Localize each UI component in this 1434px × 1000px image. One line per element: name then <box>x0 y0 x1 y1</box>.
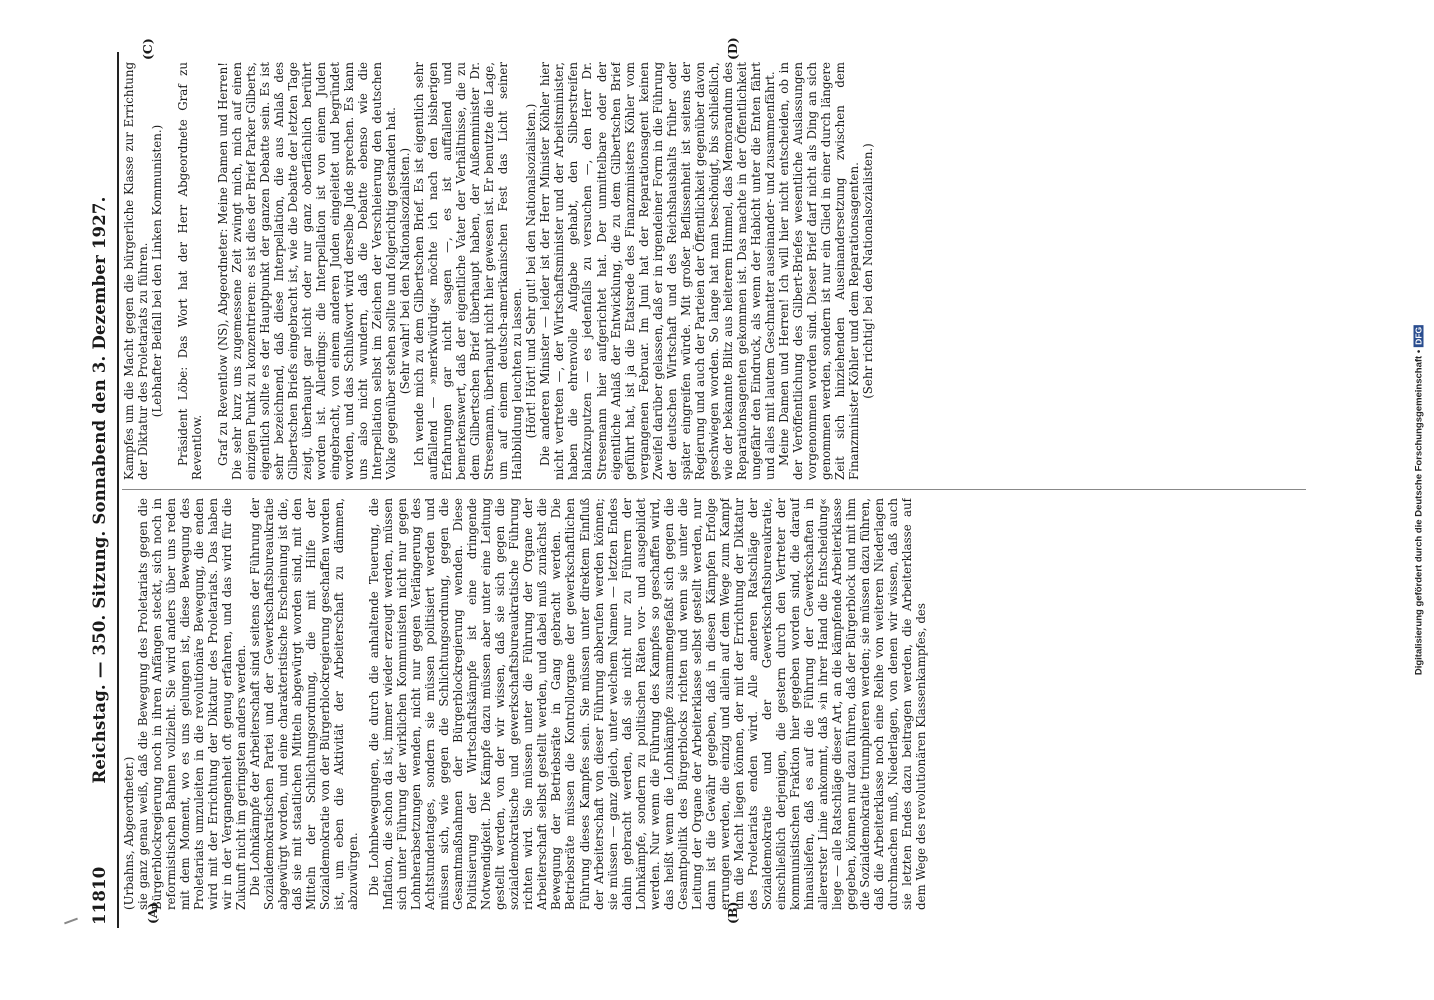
left-column-paragraph: sie ganz genau weiß, daß die Bewegung des Proletariats gegen die Bürgerblockregierung noch in ihren Anfängen steckt, sich noch in reformistischen Bahnen vollzieht. Sie wird anders über uns reden mit dem Moment, wo es uns gelungen ist, diese Bewegung des Proletariats umzuleiten in die revolutionäre Bewegung, die enden wird mit der Errichtung der Diktatur des Proletariats. Das haben wir in der Vergangenheit oft genug erfahren, und das wird für die Zukunft nicht im geringsten anders werden. <box>136 498 249 910</box>
left-column <box>122 498 1306 910</box>
left-column-paragraph: Die Lohnkämpfe der Arbeiterschaft sind seitens der Führung der Sozialdemokratischen Partei und der Gewerkschaftsbureaukratie abgewürgt worden, und eine charakteristische Erscheinung ist die, daß sie mit staatlichen Mitteln abgewürgt worden sind, mit den Mitteln der Schlichtungsordnung, die mit Hilfe der Sozialdemokratie von der Bürgerblockregierung geschaffen worden ist, um eben die Aktivität der Arbeiterschaft zu dämmen, abzuwürgen. <box>248 498 361 910</box>
right-column-paragraph: Kampfes um die Macht gegen die bürgerliche Klasse zur Errichtung der Diktatur des Proletariats zu führen. <box>122 62 151 480</box>
funding-note <box>1414 325 1425 675</box>
right-column <box>122 62 1306 480</box>
right-column-paragraph: Ich wende mich zu dem Gilbertschen Brief. Es ist eigentlich sehr auffallend — »merkwürdig« möchte ich nach den bisherigen Erfahrungen gar nicht sagen —, es ist auffallend und bemerkenswert, daß der eigentliche Vater der Verhältnisse, die zu dem Gilbertschen Brief überhaupt haben, der Außenminister Dr. Stresemann, überhaupt nicht hier gewesen ist. Er benutzte die Lage, um auf einem deutsch-amerikanischen Fest das Licht seiner Halbbildung leuchten zu lassen. <box>412 62 525 480</box>
margin-marker-b: (B) <box>725 901 740 924</box>
page-title: Reichstag. — 350. Sitzung. Sonnabend den 3. Dezember 1927. <box>90 196 109 784</box>
right-column-paragraph: Die anderen Minister — leider ist der Herr Minister Köhler hier nicht vertreten —, der Wirtschaftsminister und der Arbeitsminister, haben die ehrenvolle Aufgabe gehabt, den Silberstreifen blankzuputzen — es jedenfalls zu versuchen —, den Herr Dr. Stresemann hier aufgerichtet hat. Der unmittelbare oder der eigentliche Anlaß der Entwicklung, die zu dem Gilbertschen Brief geführt hat, ist ja die Etatsrede des Finanzministers Köhler vom vergangenen Februar. Im Juni hat der Reparationsagent keinen Zweifel darüber gelassen, daß er in irgendeiner Form in die Führung der deutschen Wirtschaft und des Reichshaushalts früher oder später eingreifen würde. Mit großer Beflissenheit ist seitens der Regierung und auch der Parteien der Öffentlichkeit gegenüber davon geschwiegen worden. So lange hat man beschönigt, bis schließlich, wie der bekannte Blitz aus heiterem Himmel, das Memorandum des Reparationsagenten gekommen ist. Das machte in der Öffentlichkeit ungefähr den Eindruck, als wenn der Habicht unter die Enten fährt und alles mit lautem Geschnatter auseinander- und zusammenfährt. <box>538 62 777 480</box>
page-number: 11810 <box>90 866 109 925</box>
right-column-paragraph: Graf zu Reventlow (NS), Abgeordneter: Meine Damen und Herren! Die sehr kurz uns zugemessene Zeit zwingt mich, mich auf einen einzigen Punkt zu konzentrieren: es ist dies der Brief Parker Gilberts, eigentlich sollte es der Hauptpunkt der ganzen Debatte sein. Es ist sehr bezeichnend, daß diese Interpellation, die aus Anlaß des Gilbertschen Briefs eingebracht ist, wie die Debatte der letzten Tage zeigt, überhaupt gar nicht oder nur ganz oberflächlich berührt worden ist. Allerdings: die Interpellation ist von einem Juden eingebracht, von einem anderen Juden eingeleitet und begründet worden, und das Schlußwort wird derselbe Jude sprechen. Es kann uns also nicht wundern, daß die Debatte ebenso wie die Interpellation selbst im Zeichen der Verschleierung den deutschen Volke gegenüber stehen sollte und folgerichtig gestanden hat. <box>216 62 399 480</box>
margin-marker-d: (D) <box>725 37 740 60</box>
right-column-paragraph: Präsident Löbe: Das Wort hat der Herr Abgeordnete Graf zu Reventlow. <box>176 62 205 480</box>
dfg-logo: DFG <box>1413 326 1424 345</box>
funding-note-text: Digitalisierung gefördert durch die Deutsche Forschungsgemeinschaft • <box>1413 349 1425 676</box>
page-header <box>90 55 116 925</box>
header-rule <box>117 52 119 928</box>
column-divider <box>122 489 1306 490</box>
margin-marker-c: (C) <box>140 38 155 60</box>
right-column-paragraph: (Sehr richtig! bei den Nationalsozialisten.) <box>860 143 875 399</box>
right-column-paragraph: Meine Damen und Herren! Ich will hier nicht entscheiden, ob in der Veröffentlichung des Gilbert-Briefes wesentliche Auslassungen vorgenommen worden sind. Dieser Brief darf nicht als Ding an sich genommen werden, sondern ist nur ein Glied in einer durch längere Zeit sich hinziehenden Auseinandersetzung zwischen dem Finanzminister Köhler und dem Reparationsagenten. <box>776 62 861 480</box>
margin-marker-a: (A) <box>145 902 160 924</box>
right-column-paragraph: (Sehr wahr! bei den Nationalsozialisten.) <box>398 147 413 395</box>
left-column-paragraph: Die Lohnbewegungen, die durch die anhaltende Teuerung, die Inflation, die schon da ist, immer wieder erzeugt werden, müssen sich unter Führung der wirklichen Kommunisten nicht nur gegen Lohnherabsetzungen wenden, nicht nur gegen Verlängerung des Achtstundentages, sondern sie müssen politisiert werden und müssen sich, wie gegen die Schlichtungsordnung, gegen die Gesamtmaßnahmen der Bürgerblockregierung wenden. Diese Politisierung der Wirtschaftskämpfe ist eine dringende Notwendigkeit. Die Kämpfe dazu müssen aber unter eine Leitung gestellt werden, von der wir wissen, daß sie sich gegen die sozialdemokratische und gewerkschaftsbureaukratische Führung richten wird. Sie müssen unter die Führung der Organe der Arbeiterschaft selbst gestellt werden, und dabei muß zunächst die Bewegung der Betriebsräte in Gang gebracht werden. Die Betriebsräte müssen die Kontrollorgane der gewerkschaftlichen Führung dieses Kampfes sein. Sie müssen unter direktem Einfluß der Arbeiterschaft von dieser Führung abberufen werden können; sie müssen — ganz gleich, unter welchem Namen — letzten Endes dahin gebracht werden, daß sie nicht nur zu Führern der Lohnkämpfe, sondern zu politischen Räten vor- und ausgebildet werden. Nur wenn die Führung des Kampfes so geschaffen wird, das heißt wenn die Lohnkämpfe zusammengefaßt sich gegen die Gesamtpolitik des Bürgerblocks richten und wenn sie unter die Leitung der Organe der Arbeiterklasse selbst gestellt werden, nur dann ist die Gewähr gegeben, daß in diesen Kämpfen Erfolge errungen werden, die einzig und allein auf dem Wege zum Kampf um die Macht liegen können, der mit der Errichtung der Diktatur des Proletariats enden wird. Alle anderen Ratschläge der Sozialdemokratie und der Gewerkschaftsbureaukratie, einschließlich derjenigen, die gestern durch den Vertreter der kommunistischen Fraktion hier gegeben worden sind, die darauf hinausliefen, daß es auf die Führung der Gewerkschaften in allererster Linie ankommt, daß »in ihrer Hand die Entscheidung« liege — alle Ratschläge dieser Art, an die kämpfende Arbeiterklasse gegeben, können nur dazu führen, daß der Bürgerblock und mit ihm die Sozialdemokratie triumphieren werden; sie müssen dazu führen, daß die Arbeiterklasse noch eine Reihe von weiteren Niederlagen durchmachen muß, Niederlagen, von denen wir wissen, daß auch sie letzten Endes dazu beitragen werden, die Arbeiterklasse auf dem Wege des revolutionären Klassenkampfes, des <box>367 498 928 910</box>
left-column-paragraph: (Urbahns, Abgeordneter.) <box>122 756 136 910</box>
right-column-paragraph: (Hört! Hört! und Sehr gut! bei den Nationalsozialisten.) <box>524 103 539 439</box>
right-column-paragraph: (Lebhafter Beifall bei den Linken Kommunisten.) <box>150 124 165 418</box>
